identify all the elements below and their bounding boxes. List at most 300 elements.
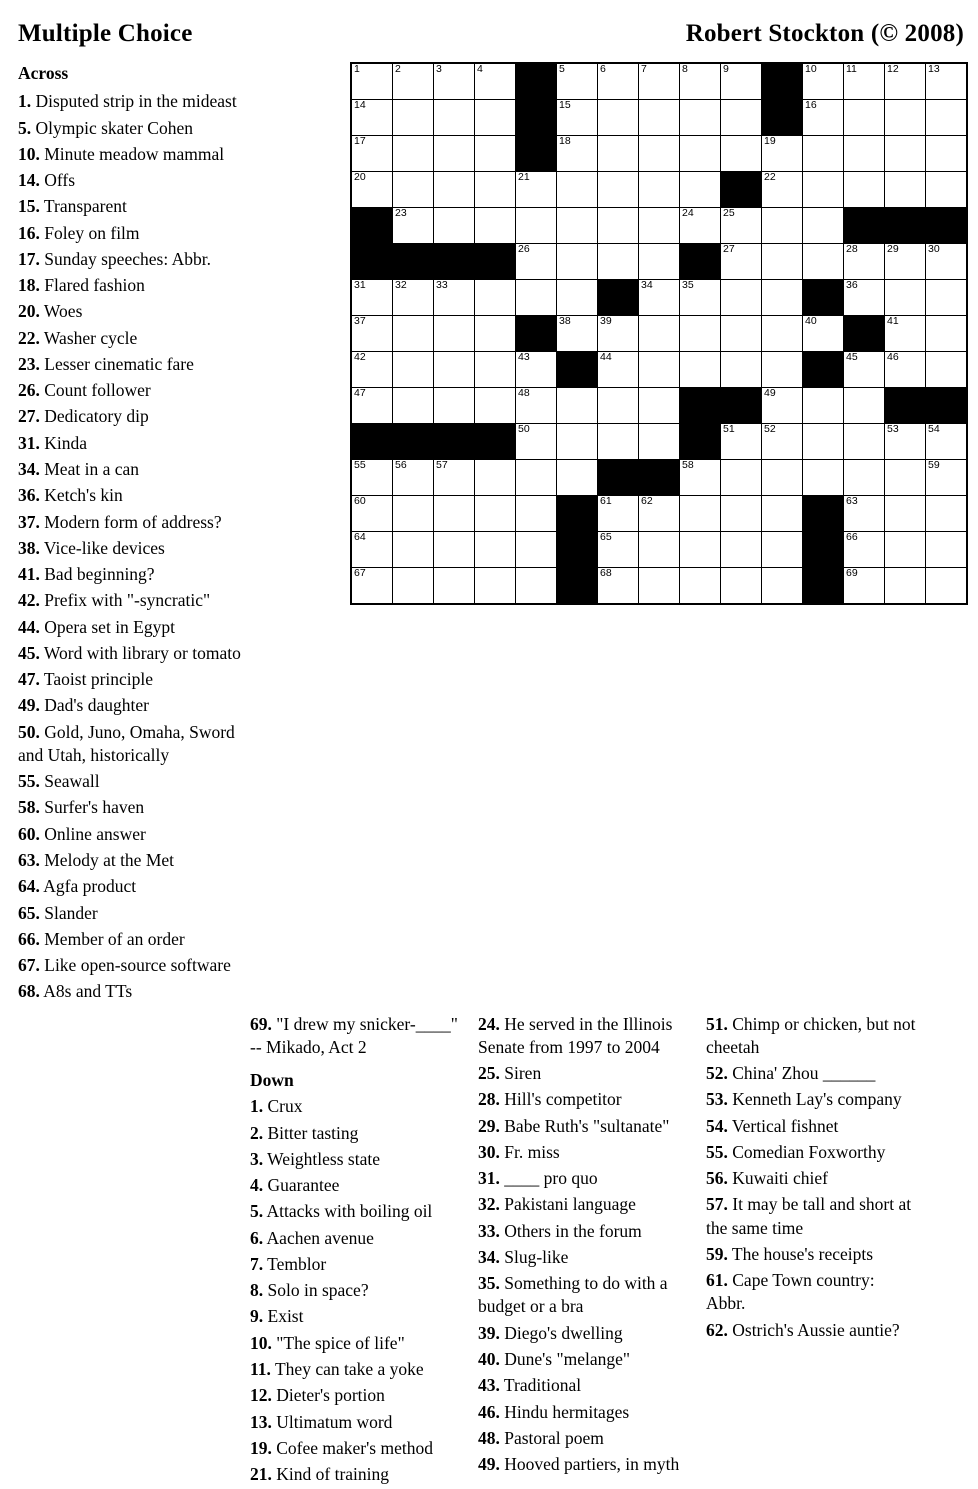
grid-cell[interactable]: [885, 496, 926, 532]
grid-cell[interactable]: [351, 388, 393, 424]
grid-cell[interactable]: [516, 244, 557, 280]
clue-text: Agfa product: [39, 876, 137, 897]
clue-text: Dune's "melange": [499, 1349, 631, 1370]
grid-cell[interactable]: [639, 244, 680, 280]
clue-number: 40.: [478, 1349, 500, 1370]
grid-cell[interactable]: [762, 352, 803, 388]
clue-number: 53.: [706, 1089, 728, 1110]
grid-cell[interactable]: [351, 100, 393, 136]
clue-number: 16.: [18, 222, 40, 243]
grid-cell[interactable]: [844, 352, 885, 388]
grid-cell[interactable]: [475, 136, 516, 172]
grid-cell[interactable]: [885, 244, 926, 280]
grid-cell[interactable]: [721, 208, 762, 244]
grid-cell[interactable]: [680, 316, 721, 352]
grid-cell[interactable]: [351, 136, 393, 172]
grid-cell[interactable]: [721, 136, 762, 172]
grid-cell[interactable]: [926, 136, 968, 172]
grid-cell[interactable]: [926, 63, 968, 100]
grid-cell[interactable]: [598, 63, 639, 100]
clue-number: 49.: [18, 695, 40, 716]
grid-block-cell: [557, 568, 598, 605]
grid-cell[interactable]: [434, 172, 475, 208]
clue-number: 27.: [18, 406, 40, 427]
clue-number: 65.: [18, 902, 40, 923]
clue-number: 63.: [18, 849, 40, 870]
grid-cell[interactable]: [680, 352, 721, 388]
grid-cell[interactable]: [844, 172, 885, 208]
clue-number: 37.: [18, 511, 40, 532]
grid-cell[interactable]: [351, 532, 393, 568]
clue-text: Dieter's portion: [271, 1385, 385, 1406]
grid-cell[interactable]: [844, 244, 885, 280]
grid-block-cell: [393, 244, 434, 280]
grid-cell[interactable]: [434, 280, 475, 316]
grid-cell[interactable]: [680, 532, 721, 568]
clue-item: [706, 1141, 916, 1164]
grid-cell[interactable]: [393, 280, 434, 316]
grid-cell[interactable]: [885, 352, 926, 388]
grid-cell-number: 17: [354, 135, 366, 147]
clue-text: Meat in a can: [39, 458, 139, 479]
clue-number: 8.: [250, 1280, 264, 1301]
grid-cell[interactable]: [762, 460, 803, 496]
grid-cell[interactable]: [680, 568, 721, 605]
grid-cell[interactable]: [885, 460, 926, 496]
grid-cell[interactable]: [680, 208, 721, 244]
grid-cell-number: 8: [682, 63, 688, 75]
grid-cell[interactable]: [598, 316, 639, 352]
clue-item: [706, 1013, 916, 1060]
clue-number: 62.: [706, 1319, 728, 1340]
grid-cell[interactable]: [557, 316, 598, 352]
grid-cell[interactable]: [803, 100, 844, 136]
grid-cell[interactable]: [721, 280, 762, 316]
grid-block-cell: [680, 388, 721, 424]
grid-cell[interactable]: [844, 424, 885, 460]
grid-cell[interactable]: [516, 532, 557, 568]
grid-cell[interactable]: [434, 532, 475, 568]
grid-cell[interactable]: [598, 100, 639, 136]
grid-cell[interactable]: [844, 496, 885, 532]
grid-cell[interactable]: [844, 280, 885, 316]
grid-cell[interactable]: [516, 424, 557, 460]
grid-block-cell: [844, 316, 885, 352]
grid-cell[interactable]: [803, 316, 844, 352]
grid-cell[interactable]: [434, 316, 475, 352]
grid-cell[interactable]: [721, 424, 762, 460]
clue-number: 64.: [18, 876, 40, 897]
grid-block-cell: [475, 244, 516, 280]
grid-cell[interactable]: [762, 136, 803, 172]
clue-item: [18, 300, 248, 323]
grid-cell[interactable]: [803, 388, 844, 424]
grid-cell[interactable]: [803, 244, 844, 280]
grid-cell[interactable]: [351, 316, 393, 352]
grid-cell[interactable]: [885, 316, 926, 352]
clue-item: [18, 143, 248, 166]
clue-number: 26.: [18, 380, 40, 401]
grid-cell[interactable]: [885, 63, 926, 100]
grid-cell[interactable]: [926, 496, 968, 532]
grid-cell[interactable]: [434, 352, 475, 388]
grid-cell[interactable]: [639, 172, 680, 208]
grid-cell[interactable]: [721, 496, 762, 532]
grid-cell[interactable]: [803, 172, 844, 208]
grid-cell[interactable]: [475, 496, 516, 532]
clue-item: [250, 1358, 460, 1381]
grid-cell[interactable]: [434, 136, 475, 172]
clue-column-2: [250, 1013, 478, 1489]
clue-item: [250, 1227, 460, 1250]
grid-cell-number: 53: [887, 423, 899, 435]
clue-number: 18.: [18, 275, 40, 296]
clue-item: [250, 1200, 460, 1223]
grid-cell[interactable]: [639, 316, 680, 352]
grid-cell[interactable]: [598, 352, 639, 388]
grid-cell[interactable]: [393, 63, 434, 100]
grid-cell[interactable]: [762, 172, 803, 208]
grid-cell[interactable]: [393, 100, 434, 136]
clue-text: It may be tall and short at the same time: [706, 1194, 912, 1238]
clue-text: Aachen avenue: [263, 1227, 374, 1248]
clue-item: [478, 1193, 688, 1216]
clue-text: "I drew my snicker-____" -- Mikado, Act 2: [250, 1013, 458, 1057]
grid-cell[interactable]: [475, 388, 516, 424]
clue-number: 56.: [706, 1168, 728, 1189]
grid-cell-number: 41: [887, 315, 899, 327]
grid-cell[interactable]: [885, 532, 926, 568]
grid-cell[interactable]: [475, 352, 516, 388]
grid-cell[interactable]: [803, 424, 844, 460]
grid-cell[interactable]: [598, 172, 639, 208]
grid-cell-number: 25: [723, 207, 735, 219]
clue-text: Word with library or tomato: [39, 642, 241, 663]
grid-cell[interactable]: [598, 496, 639, 532]
grid-cell[interactable]: [351, 496, 393, 532]
grid-cell[interactable]: [639, 100, 680, 136]
grid-cell[interactable]: [393, 136, 434, 172]
grid-cell[interactable]: [844, 568, 885, 605]
grid-cell[interactable]: [351, 172, 393, 208]
grid-cell[interactable]: [557, 460, 598, 496]
grid-cell[interactable]: [803, 136, 844, 172]
grid-cell[interactable]: [598, 568, 639, 605]
clue-text: Olympic skater Cohen: [31, 117, 193, 138]
grid-cell-number: 29: [887, 243, 899, 255]
grid-cell[interactable]: [516, 280, 557, 316]
grid-block-cell: [516, 100, 557, 136]
grid-cell[interactable]: [598, 244, 639, 280]
grid-cell[interactable]: [680, 280, 721, 316]
grid-cell-number: 12: [887, 63, 899, 75]
grid-cell[interactable]: [557, 244, 598, 280]
grid-cell-number: 43: [518, 351, 530, 363]
grid-cell[interactable]: [639, 496, 680, 532]
grid-cell[interactable]: [598, 388, 639, 424]
grid-cell[interactable]: [844, 532, 885, 568]
grid-block-cell: [598, 280, 639, 316]
grid-cell-number: 42: [354, 351, 366, 363]
grid-cell[interactable]: [803, 460, 844, 496]
grid-cell[interactable]: [393, 460, 434, 496]
grid-cell[interactable]: [516, 172, 557, 208]
clue-text: Modern form of address?: [39, 511, 222, 532]
grid-cell[interactable]: [434, 100, 475, 136]
grid-cell-number: 5: [559, 63, 565, 75]
grid-cell[interactable]: [475, 208, 516, 244]
grid-cell[interactable]: [721, 568, 762, 605]
clue-number: 48.: [478, 1427, 500, 1448]
grid-cell[interactable]: [680, 172, 721, 208]
grid-cell[interactable]: [393, 316, 434, 352]
clue-number: 14.: [18, 170, 40, 191]
clue-item: [18, 563, 248, 586]
clue-item: [250, 1148, 460, 1171]
crossword-grid[interactable]: [350, 62, 968, 605]
clue-text: Hooved partiers, in myth: [499, 1454, 680, 1475]
grid-cell[interactable]: [926, 568, 968, 605]
grid-cell[interactable]: [721, 460, 762, 496]
grid-cell-number: 21: [518, 171, 530, 183]
grid-cell[interactable]: [434, 388, 475, 424]
grid-cell[interactable]: [762, 424, 803, 460]
grid-cell[interactable]: [557, 136, 598, 172]
grid-cell[interactable]: [557, 63, 598, 100]
clue-text: Babe Ruth's "sultanate": [499, 1115, 670, 1136]
grid-cell[interactable]: [475, 460, 516, 496]
clue-number: 47.: [18, 669, 40, 690]
grid-cell[interactable]: [639, 568, 680, 605]
grid-cell-number: 66: [846, 531, 858, 543]
grid-cell[interactable]: [475, 532, 516, 568]
grid-cell[interactable]: [434, 568, 475, 605]
clue-item: [18, 484, 248, 507]
grid-cell[interactable]: [557, 172, 598, 208]
grid-cell[interactable]: [762, 280, 803, 316]
grid-cell[interactable]: [475, 316, 516, 352]
grid-cell[interactable]: [393, 388, 434, 424]
grid-cell-number: 33: [436, 279, 448, 291]
author-credit: Robert Stockton (© 2008): [685, 20, 964, 47]
grid-cell-number: 51: [723, 423, 735, 435]
grid-cell[interactable]: [721, 100, 762, 136]
grid-cell[interactable]: [885, 280, 926, 316]
grid-cell[interactable]: [721, 244, 762, 280]
grid-cell-number: 67: [354, 567, 366, 579]
grid-cell[interactable]: [762, 316, 803, 352]
clue-text: Kinda: [39, 432, 88, 453]
grid-cell[interactable]: [844, 388, 885, 424]
grid-cell[interactable]: [475, 568, 516, 605]
grid-cell[interactable]: [885, 568, 926, 605]
grid-block-cell: [803, 496, 844, 532]
clue-number: 4.: [250, 1175, 264, 1196]
grid-cell[interactable]: [885, 136, 926, 172]
grid-block-cell: [926, 388, 968, 424]
grid-cell[interactable]: [351, 352, 393, 388]
grid-cell[interactable]: [926, 424, 968, 460]
clue-item: [478, 1401, 688, 1424]
grid-cell-number: 50: [518, 423, 530, 435]
grid-cell[interactable]: [926, 532, 968, 568]
grid-cell[interactable]: [639, 532, 680, 568]
grid-cell[interactable]: [516, 352, 557, 388]
clue-number: 7.: [250, 1253, 264, 1274]
grid-cell[interactable]: [598, 424, 639, 460]
clue-text: Lesser cinematic fare: [39, 353, 194, 374]
grid-cell[interactable]: [680, 100, 721, 136]
clue-item: [18, 117, 248, 140]
grid-cell[interactable]: [926, 100, 968, 136]
grid-cell[interactable]: [680, 63, 721, 100]
grid-cell[interactable]: [557, 424, 598, 460]
grid-cell[interactable]: [516, 460, 557, 496]
grid-cell[interactable]: [721, 532, 762, 568]
grid-cell[interactable]: [516, 496, 557, 532]
clue-item: [18, 770, 248, 793]
grid-cell[interactable]: [351, 63, 393, 100]
grid-cell[interactable]: [639, 136, 680, 172]
grid-cell[interactable]: [434, 460, 475, 496]
clue-number: 50.: [18, 721, 40, 742]
grid-cell[interactable]: [639, 63, 680, 100]
clue-item: [250, 1174, 460, 1197]
grid-cell[interactable]: [762, 208, 803, 244]
grid-cell[interactable]: [393, 532, 434, 568]
grid-cell[interactable]: [844, 63, 885, 100]
grid-cell[interactable]: [598, 136, 639, 172]
grid-block-cell: [885, 208, 926, 244]
clue-text: Crux: [263, 1096, 303, 1117]
grid-cell[interactable]: [639, 388, 680, 424]
grid-block-cell: [557, 532, 598, 568]
grid-cell-number: 32: [395, 279, 407, 291]
grid-cell-number: 47: [354, 387, 366, 399]
grid-cell[interactable]: [803, 63, 844, 100]
grid-row: [351, 136, 967, 172]
grid-cell[interactable]: [475, 100, 516, 136]
grid-cell[interactable]: [598, 208, 639, 244]
grid-cell-number: 1: [354, 63, 360, 75]
clue-text: Fr. miss: [499, 1141, 560, 1162]
grid-cell[interactable]: [516, 568, 557, 605]
grid-cell[interactable]: [926, 244, 968, 280]
grid-cell[interactable]: [557, 100, 598, 136]
grid-cell[interactable]: [434, 496, 475, 532]
grid-cell[interactable]: [475, 63, 516, 100]
page-title: Multiple Choice: [18, 20, 193, 47]
grid-cell[interactable]: [926, 352, 968, 388]
clue-item: [18, 823, 248, 846]
grid-cell[interactable]: [598, 532, 639, 568]
grid-cell[interactable]: [844, 136, 885, 172]
clue-number: 29.: [478, 1115, 500, 1136]
grid-cell[interactable]: [351, 460, 393, 496]
grid-cell[interactable]: [803, 208, 844, 244]
grid-cell[interactable]: [680, 496, 721, 532]
grid-cell[interactable]: [762, 244, 803, 280]
clue-item: [18, 875, 248, 898]
grid-cell[interactable]: [434, 208, 475, 244]
grid-cell[interactable]: [762, 532, 803, 568]
grid-cell[interactable]: [516, 208, 557, 244]
clue-text: Slander: [39, 902, 98, 923]
grid-cell-number: 31: [354, 279, 366, 291]
grid-cell[interactable]: [639, 424, 680, 460]
clue-text: Kuwaiti chief: [727, 1168, 828, 1189]
grid-cell[interactable]: [351, 280, 393, 316]
crossword-grid-wrapper: [350, 62, 968, 605]
across-heading: Across: [18, 63, 69, 83]
grid-cell[interactable]: [680, 136, 721, 172]
grid-cell[interactable]: [844, 100, 885, 136]
grid-cell[interactable]: [639, 280, 680, 316]
clue-text: Others in the forum: [499, 1220, 642, 1241]
grid-row: [351, 532, 967, 568]
clue-number: 24.: [478, 1013, 500, 1034]
grid-cell[interactable]: [393, 172, 434, 208]
clue-number: 12.: [250, 1385, 272, 1406]
grid-cell[interactable]: [639, 208, 680, 244]
grid-cell[interactable]: [844, 460, 885, 496]
clue-text: Temblor: [263, 1253, 327, 1274]
clue-number: 20.: [18, 301, 40, 322]
grid-cell[interactable]: [393, 208, 434, 244]
grid-cell[interactable]: [762, 568, 803, 605]
grid-cell[interactable]: [885, 100, 926, 136]
grid-cell[interactable]: [721, 63, 762, 100]
grid-cell[interactable]: [639, 352, 680, 388]
grid-cell[interactable]: [680, 460, 721, 496]
grid-cell[interactable]: [393, 496, 434, 532]
grid-cell-number: 19: [764, 135, 776, 147]
grid-cell[interactable]: [557, 208, 598, 244]
bottom-clue-columns: [0, 1007, 978, 1489]
grid-cell[interactable]: [721, 352, 762, 388]
clue-text: Minute meadow mammal: [39, 143, 225, 164]
grid-cell-number: 26: [518, 243, 530, 255]
clue-item: [250, 1122, 460, 1145]
grid-block-cell: [721, 172, 762, 208]
grid-cell[interactable]: [393, 568, 434, 605]
grid-block-cell: [803, 352, 844, 388]
grid-cell[interactable]: [475, 280, 516, 316]
grid-cell-number: 55: [354, 459, 366, 471]
grid-cell[interactable]: [393, 352, 434, 388]
grid-cell[interactable]: [762, 496, 803, 532]
grid-cell[interactable]: [434, 63, 475, 100]
grid-cell[interactable]: [926, 172, 968, 208]
clue-item: [18, 274, 248, 297]
grid-cell[interactable]: [762, 388, 803, 424]
grid-cell[interactable]: [926, 460, 968, 496]
grid-cell[interactable]: [351, 568, 393, 605]
grid-cell[interactable]: [475, 172, 516, 208]
grid-cell[interactable]: [557, 280, 598, 316]
grid-cell[interactable]: [885, 424, 926, 460]
grid-cell[interactable]: [557, 388, 598, 424]
grid-cell[interactable]: [926, 316, 968, 352]
grid-cell[interactable]: [516, 388, 557, 424]
grid-cell[interactable]: [721, 316, 762, 352]
grid-cell[interactable]: [885, 172, 926, 208]
grid-cell-number: 46: [887, 351, 899, 363]
grid-cell-number: 24: [682, 207, 694, 219]
grid-cell[interactable]: [926, 280, 968, 316]
grid-cell-number: 10: [805, 63, 817, 75]
clue-item: [18, 511, 248, 534]
